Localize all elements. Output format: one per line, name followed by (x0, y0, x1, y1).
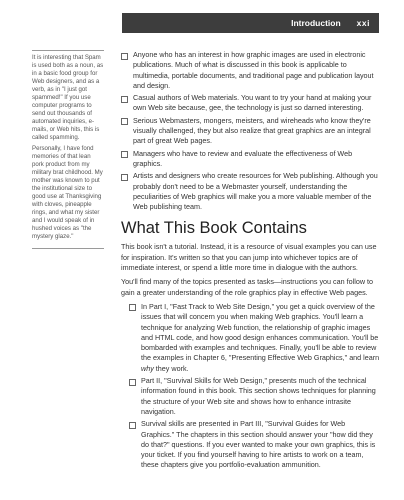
list-item (121, 116, 380, 147)
checkbox-bullet-icon (129, 422, 136, 429)
list-item (121, 171, 380, 212)
page-number: xxi (356, 18, 370, 28)
body-paragraph: This book isn't a tutorial. Instead, it is a resource of visual examples you can use for inspiration. It's written so that you can jump into whichever topics are of immediate interest, or spend a little more time in dialogue with the authors. (121, 242, 377, 273)
checkbox-bullet-icon (121, 118, 128, 125)
list-item-text: Casual authors of Web materials. You want to try your hand at making your own Web site because, gee, the technology is just so darned interesting. (133, 93, 372, 113)
list-item-text-part: they work. (153, 363, 189, 373)
list-item (121, 50, 380, 91)
list-item (129, 419, 380, 470)
list-item (129, 302, 380, 374)
list-item-text: Managers who have to review and evaluate the effectiveness of Web graphics. (133, 148, 353, 168)
running-header-section-title: Introduction (291, 18, 341, 28)
list-item-text: Serious Webmasters, mongers, meisters, and wireheads who know they're visually challenged, they but also realize that great graphics are an integral part of great Web pages. (133, 115, 371, 146)
checkbox-bullet-icon (121, 151, 128, 158)
parts-list (121, 302, 380, 471)
emphasized-word: why (141, 363, 154, 373)
list-item-text-part: In Part I, "Fast Track to Web Site Design," you get a quick overview of the issues that will concern you when making Web graphics. You'll learn a technique for analyzing Web function, the relationship of graphic images and HTML code, and how good design enhances communication. You'll be bombarded with examples and techniques. Finally, you'll be able to review the examples in Chapter 6, "Presenting Effective Web Graphics," and learn (141, 301, 380, 363)
checkbox-bullet-icon (121, 53, 128, 60)
checkbox-bullet-icon (121, 96, 128, 103)
list-item (129, 376, 380, 417)
list-item-text (141, 302, 380, 374)
checkbox-bullet-icon (129, 379, 136, 386)
running-header (122, 13, 379, 33)
margin-note (32, 50, 104, 249)
main-text-column (121, 50, 380, 473)
list-item (121, 149, 380, 170)
body-paragraph: You'll find many of the topics presented as tasks—instructions you can follow to gain a greater understanding of the role graphics play in effective Web pages. (121, 277, 374, 297)
list-item-text: Artists and designers who create resources for Web publishing. Although you probably don't need to be a Webmaster yourself, understanding the peculiarities of Web graphics will make you a more valuable member of the Web publishing team. (133, 171, 378, 212)
list-item-text: Anyone who has an interest in how graphic images are used in electronic publications. Much of what is discussed in this book is applicable to multimedia, portable documents, and traditional page and publication layout and design. (133, 50, 374, 90)
list-item-text: Survival skills are presented in Part III, "Survival Guides for Web Graphics." The chapters in this section should answer your "how did they do that?" questions. If you ever wanted to make your own graphics, this is your ticket. If you find yourself having to hire artists to work on a team, these chapters give you portfolio-evaluation ammunition. (141, 419, 376, 470)
margin-note-paragraph: Personally, I have fond memories of that lean pork product from my military brat childhood. My mother was known to put the institutional size to good use at Thanksgiving with cloves, pineapple rings, and what my sister and I would speak of in hushed voices as "the mystery glaze." (32, 145, 103, 240)
list-item (121, 93, 380, 114)
margin-note-paragraph: It is interesting that Spam is used both as a noun, as in a basic food group for Web designers, and as a verb, as in "I just got spammed!" If you use computer programs to send out thousands of automated inquiries, e-mails, or Web hits, this is called spamming. (32, 54, 104, 141)
list-item-text: Part II, "Survival Skills for Web Design," presents much of the technical information found in this book. This section shows techniques for planning the structure of your Web site and shows how to enhance intrasite navigation. (141, 376, 376, 416)
checkbox-bullet-icon (121, 174, 128, 181)
section-heading: What This Book Contains (121, 219, 307, 238)
checkbox-bullet-icon (129, 304, 136, 311)
